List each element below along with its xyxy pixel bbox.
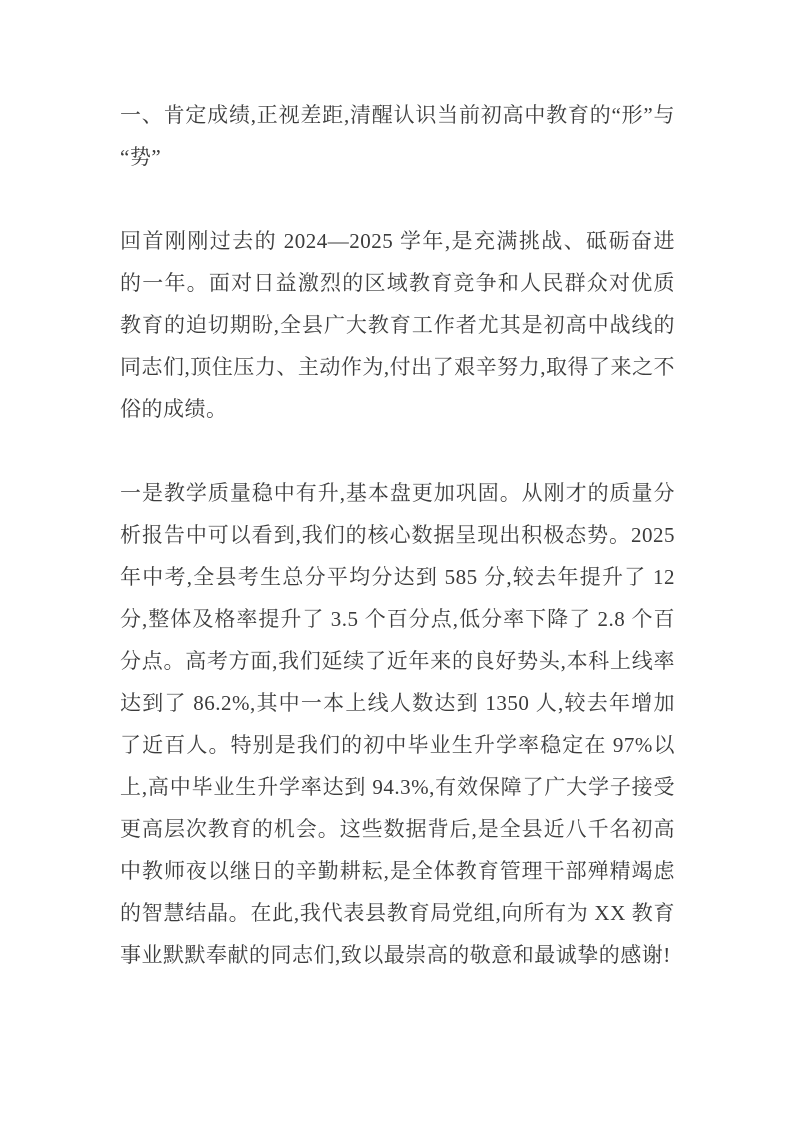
- paragraph-achievements: 一是教学质量稳中有升,基本盘更加巩固。从刚才的质量分析报告中可以看到,我们的核心数据呈现出积极态势。2025 年中考,全县考生总分平均分达到 585 分,较去年提升了 12 分,整体及格率提升了 3.5 个百分点,低分率下降了 2.8 个百分点。高考方面,我们延续了近年来的良好势头,本科上线率达到了 86.2%,其中一本上线人数达到 1350 人,较去年增加了近百人。特别是我们的初中毕业生升学率稳定在 97%以上,高中毕业生升学率达到 94.3%,有效保障了广大学子接受更高层次教育的机会。这些数据背后,是全县近八千名初高中教师夜以继日的辛勤耕耘,是全体教育管理干部殚精竭虑的智慧结晶。在此,我代表县教育局党组,向所有为 XX 教育事业默默奉献的同志们,致以最崇高的敬意和最诚挚的感谢!: [120, 481, 675, 967]
- document-body: [120, 94, 675, 976]
- paragraph-overview: 回首刚刚过去的 2024—2025 学年,是充满挑战、砥砺奋进的一年。面对日益激烈的区域教育竞争和人民群众对优质教育的迫切期盼,全县广大教育工作者尤其是初高中战线的同志们,顶住压力、主动作为,付出了艰辛努力,取得了来之不俗的成绩。: [120, 229, 675, 421]
- section-heading: 一、肯定成绩,正视差距,清醒认识当前初高中教育的“形”与“势”: [120, 103, 675, 169]
